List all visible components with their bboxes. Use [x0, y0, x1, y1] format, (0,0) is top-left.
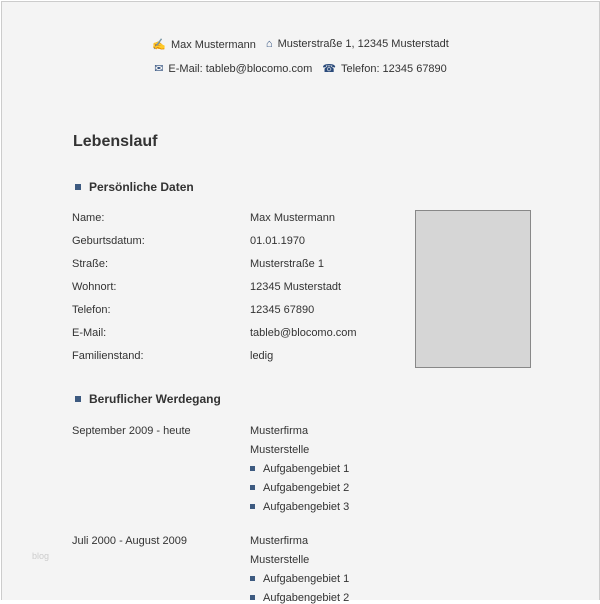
career-position-text: Musterstelle [250, 554, 310, 566]
career-period-text: September 2009 - heute [72, 425, 191, 437]
field-value [250, 212, 335, 224]
pen-icon: ✍ [152, 39, 166, 51]
square-bullet-icon [250, 466, 255, 471]
photo-placeholder [415, 210, 531, 368]
section-personal [75, 180, 194, 194]
career-period-text: Juli 2000 - August 2009 [72, 535, 187, 547]
header-phone [322, 62, 447, 75]
header-email-text: E-Mail: tableb@blocomo.com [168, 63, 313, 75]
page-title: Lebenslauf [73, 133, 158, 150]
field-label [72, 350, 144, 362]
field-value [250, 350, 273, 362]
field-value-text: 12345 67890 [250, 304, 315, 316]
document-page [1, 1, 600, 604]
square-bullet-icon [75, 396, 81, 402]
section-heading: Beruflicher Werdegang [89, 392, 221, 406]
field-value [250, 281, 341, 293]
square-bullet-icon [250, 485, 255, 490]
field-label-text: Geburtsdatum: [72, 235, 145, 247]
field-label-text: E-Mail: [72, 327, 107, 339]
field-label-text: Wohnort: [72, 281, 117, 293]
field-label-text: Straße: [72, 258, 109, 270]
career-task-text: Aufgabengebiet 2 [263, 482, 350, 494]
career-company-text: Musterfirma [250, 425, 309, 437]
career-period [72, 535, 187, 547]
career-company [250, 535, 308, 547]
header-email [154, 62, 312, 75]
square-bullet-icon [250, 504, 255, 509]
field-value [250, 327, 357, 339]
career-task-text: Aufgabengebiet 3 [263, 501, 350, 513]
square-bullet-icon [250, 595, 255, 600]
section-heading: Persönliche Daten [89, 180, 194, 194]
header-phone-text: Telefon: 12345 67890 [340, 63, 447, 75]
square-bullet-icon [250, 576, 255, 581]
mailbox-icon: ⌂ [265, 38, 273, 50]
header-name [152, 38, 256, 51]
header-line-2 [2, 62, 599, 75]
career-task [250, 463, 349, 475]
field-value [250, 258, 324, 270]
career-position [250, 554, 309, 566]
field-label [72, 327, 106, 339]
square-bullet-icon [75, 184, 81, 190]
career-task-text: Aufgabengebiet 2 [263, 592, 350, 604]
career-company [250, 425, 308, 437]
header-address [266, 38, 449, 51]
career-task [250, 592, 349, 604]
field-value-text: 12345 Musterstadt [250, 281, 342, 293]
field-value [250, 304, 314, 316]
header-address-text: Musterstraße 1, 12345 Musterstadt [277, 38, 449, 50]
envelope-icon: ✉ [154, 63, 164, 75]
career-position [250, 444, 309, 456]
career-task [250, 573, 349, 585]
field-label [72, 304, 111, 316]
field-label [72, 258, 108, 270]
field-value-text: Max Mustermann [250, 212, 335, 224]
field-value-text: tableb@blocomo.com [250, 327, 357, 339]
career-position-text: Musterstelle [250, 444, 310, 456]
career-task [250, 482, 349, 494]
career-task [250, 501, 349, 513]
career-period [72, 425, 191, 437]
field-label-text: Name: [72, 212, 105, 224]
field-value-text: Musterstraße 1 [250, 258, 324, 270]
watermark: blog [32, 551, 50, 561]
header-line-1 [2, 38, 599, 51]
career-task-text: Aufgabengebiet 1 [263, 573, 350, 585]
career-task-text: Aufgabengebiet 1 [263, 463, 350, 475]
field-label [72, 281, 116, 293]
field-label-text: Familienstand: [72, 350, 144, 362]
field-label [72, 212, 104, 224]
field-value-text: 01.01.1970 [250, 235, 306, 247]
section-career [75, 392, 221, 406]
field-label-text: Telefon: [72, 304, 111, 316]
phone-icon: ☎ [322, 63, 336, 75]
field-label [72, 235, 145, 247]
field-value [250, 235, 305, 247]
career-company-text: Musterfirma [250, 535, 309, 547]
header-name-text: Max Mustermann [170, 39, 256, 51]
field-value-text: ledig [250, 350, 274, 362]
